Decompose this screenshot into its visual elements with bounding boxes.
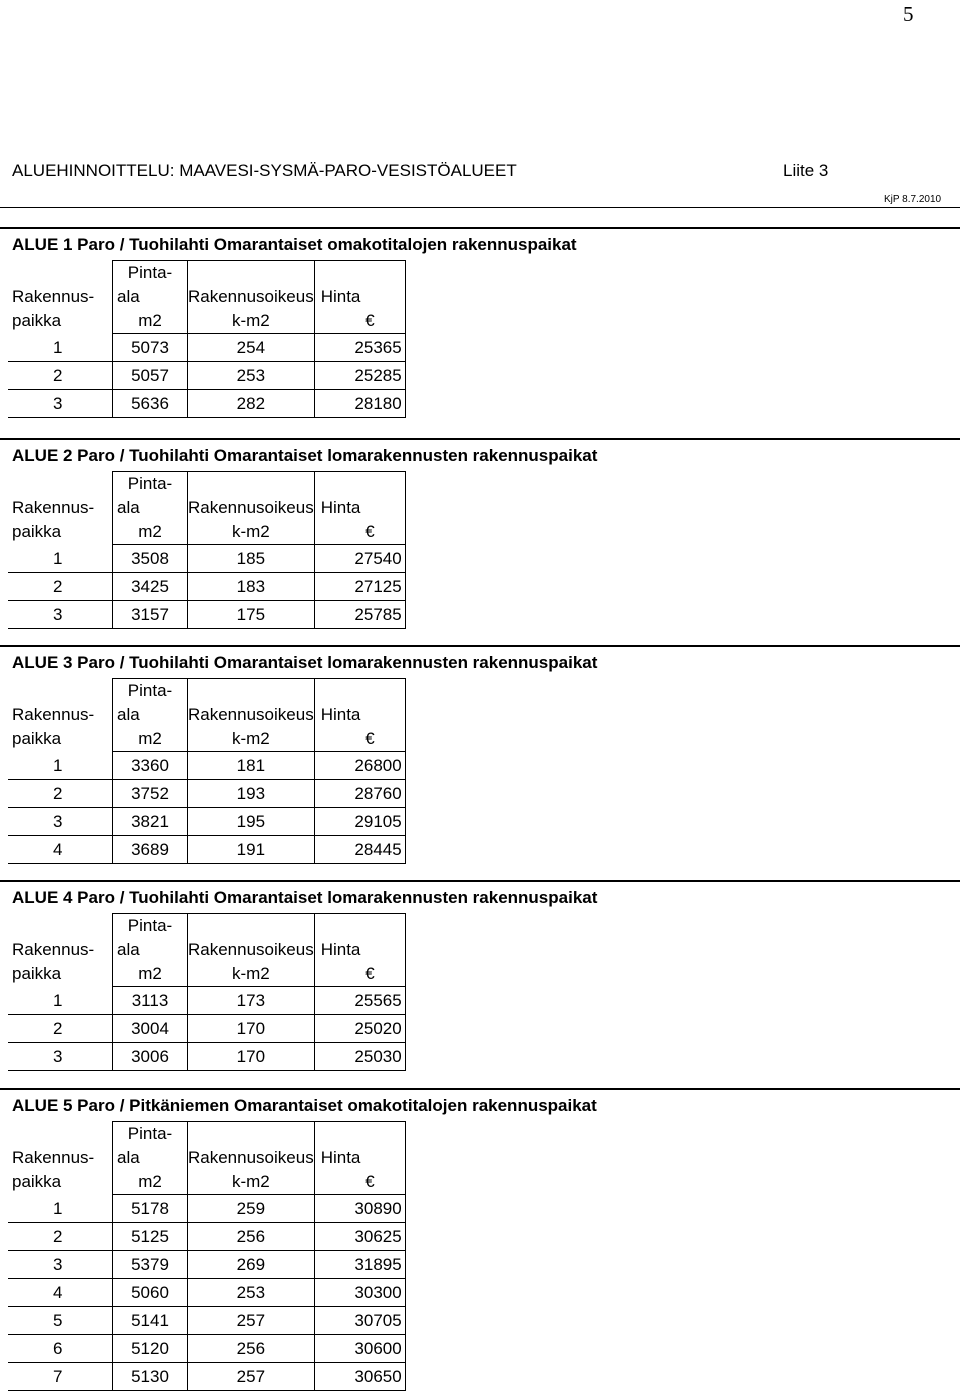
table-cell: 25785 (314, 601, 405, 629)
table-cell: 175 (188, 601, 315, 629)
header-row (8, 727, 405, 752)
header-cell (314, 472, 405, 497)
table-cell: 257 (188, 1307, 315, 1335)
table-cell: 170 (188, 1015, 315, 1043)
table-row (8, 362, 405, 390)
table-cell: 30625 (314, 1223, 405, 1251)
header-cell (188, 261, 315, 286)
table-row (8, 545, 405, 573)
header-row (8, 1170, 405, 1195)
table-cell: 269 (188, 1251, 315, 1279)
header-cell: m2 (113, 520, 188, 545)
header-cell (314, 1122, 405, 1147)
table-row (8, 1043, 405, 1071)
table-cell: 30890 (314, 1195, 405, 1223)
table-cell: 3 (8, 1043, 113, 1071)
table-cell: 254 (188, 334, 315, 362)
table-cell: 30650 (314, 1363, 405, 1391)
header-cell: Rakennus- (12, 1148, 95, 1167)
table-cell: 2 (8, 362, 113, 390)
header-cell: k-m2 (188, 520, 315, 545)
table-cell: 257 (188, 1363, 315, 1391)
header-cell: k-m2 (188, 309, 315, 334)
header-row (8, 496, 405, 520)
table-row (8, 836, 405, 864)
header-cell: Rakennusoikeus (188, 703, 315, 727)
header-row (8, 1146, 405, 1170)
header-cell: ala (113, 496, 188, 520)
table-row (8, 1015, 405, 1043)
header-cell: Rakennus- (12, 705, 95, 724)
table-cell: 4 (8, 836, 113, 864)
table-cell: 5178 (113, 1195, 188, 1223)
header-cell: m2 (113, 309, 188, 334)
header-cell (188, 472, 315, 497)
section-rule (0, 645, 960, 647)
table-row (8, 573, 405, 601)
header-cell: ala (113, 938, 188, 962)
header-cell: Pinta- (113, 679, 188, 704)
table-row (8, 1363, 405, 1391)
section-rule (0, 880, 960, 882)
table-row (8, 1279, 405, 1307)
header-cell: Pinta- (113, 472, 188, 497)
section-rule (0, 227, 960, 229)
table-cell: 30300 (314, 1279, 405, 1307)
header-cell (314, 261, 405, 286)
header-cell (314, 914, 405, 939)
header-cell: k-m2 (188, 962, 315, 987)
header-cell: € (314, 520, 405, 545)
table-cell: 256 (188, 1223, 315, 1251)
table-cell: 25565 (314, 987, 405, 1015)
price-table (8, 678, 406, 864)
table-cell: 5073 (113, 334, 188, 362)
header-cell: € (314, 1170, 405, 1195)
table-cell: 29105 (314, 808, 405, 836)
header-row (8, 1122, 405, 1147)
table-cell: 2 (8, 1223, 113, 1251)
table-cell: 1 (8, 752, 113, 780)
table-cell: 2 (8, 1015, 113, 1043)
table-cell: 3157 (113, 601, 188, 629)
header-cell: Hinta (314, 496, 405, 520)
header-cell: paikka (12, 522, 62, 542)
appendix-label: Liite 3 (783, 161, 829, 180)
header-cell: ala (113, 703, 188, 727)
header-row (8, 938, 405, 962)
header-cell: k-m2 (188, 1170, 315, 1195)
table-row (8, 1195, 405, 1223)
table-cell: 1 (8, 334, 113, 362)
table-cell: 5057 (113, 362, 188, 390)
table-cell: 30600 (314, 1335, 405, 1363)
header-row (8, 520, 405, 545)
table-cell: 282 (188, 390, 315, 418)
table-cell: 173 (188, 987, 315, 1015)
table-row (8, 1223, 405, 1251)
header-cell: m2 (113, 962, 188, 987)
table-cell: 3006 (113, 1043, 188, 1071)
table-cell: 3508 (113, 545, 188, 573)
header-cell (8, 261, 113, 286)
section-title: ALUE 1 Paro / Tuohilahti Omarantaiset omakotitalojen rakennuspaikat (12, 235, 577, 254)
price-table (8, 260, 406, 418)
table-cell: 28180 (314, 390, 405, 418)
header-cell: Rakennus- (12, 287, 95, 306)
table-cell: 25030 (314, 1043, 405, 1071)
header-cell (188, 679, 315, 704)
header-cell: paikka (12, 311, 62, 331)
header-row (8, 703, 405, 727)
header-row (8, 309, 405, 334)
table-cell: 253 (188, 362, 315, 390)
header-cell: Pinta- (113, 261, 188, 286)
table-cell: 5130 (113, 1363, 188, 1391)
header-cell (188, 1122, 315, 1147)
table-cell: 170 (188, 1043, 315, 1071)
price-table (8, 913, 406, 1071)
table-row (8, 987, 405, 1015)
header-row (8, 472, 405, 497)
header-cell: Hinta (314, 938, 405, 962)
table-row (8, 808, 405, 836)
table-cell: 3 (8, 1251, 113, 1279)
table-cell: 2 (8, 573, 113, 601)
table-cell: 3752 (113, 780, 188, 808)
section-rule (0, 1088, 960, 1090)
table-cell: 7 (8, 1363, 113, 1391)
header-cell: Rakennusoikeus (188, 285, 315, 309)
header-cell (8, 914, 113, 939)
table-cell: 25285 (314, 362, 405, 390)
table-cell: 183 (188, 573, 315, 601)
header-cell: ala (113, 1146, 188, 1170)
section-title: ALUE 2 Paro / Tuohilahti Omarantaiset lomarakennusten rakennuspaikat (12, 446, 598, 465)
table-cell: 3 (8, 808, 113, 836)
table-cell: 259 (188, 1195, 315, 1223)
table-row (8, 780, 405, 808)
price-table (8, 471, 406, 629)
table-cell: 3821 (113, 808, 188, 836)
section-title: ALUE 3 Paro / Tuohilahti Omarantaiset lomarakennusten rakennuspaikat (12, 653, 598, 672)
header-divider (0, 207, 960, 208)
table-row (8, 752, 405, 780)
table-cell: 3689 (113, 836, 188, 864)
table-cell: 193 (188, 780, 315, 808)
table-cell: 5060 (113, 1279, 188, 1307)
page-number: 5 (903, 2, 914, 26)
header-cell: paikka (12, 729, 62, 749)
header-cell: Rakennusoikeus (188, 1146, 315, 1170)
header-cell: ala (113, 285, 188, 309)
header-cell: paikka (12, 964, 62, 984)
header-cell: Hinta (314, 703, 405, 727)
table-cell: 253 (188, 1279, 315, 1307)
table-cell: 3425 (113, 573, 188, 601)
header-cell: € (314, 727, 405, 752)
header-cell (314, 679, 405, 704)
table-row (8, 601, 405, 629)
table-cell: 256 (188, 1335, 315, 1363)
table-cell: 1 (8, 1195, 113, 1223)
section-title: ALUE 5 Paro / Pitkäniemen Omarantaiset omakotitalojen rakennuspaikat (12, 1096, 597, 1115)
table-cell: 4 (8, 1279, 113, 1307)
table-row (8, 1307, 405, 1335)
table-cell: 26800 (314, 752, 405, 780)
table-cell: 1 (8, 545, 113, 573)
table-cell: 5636 (113, 390, 188, 418)
table-cell: 30705 (314, 1307, 405, 1335)
header-row (8, 962, 405, 987)
header-cell: k-m2 (188, 727, 315, 752)
table-row (8, 334, 405, 362)
header-cell (188, 914, 315, 939)
table-cell: 3 (8, 601, 113, 629)
header-row (8, 261, 405, 286)
table-cell: 195 (188, 808, 315, 836)
table-cell: 5120 (113, 1335, 188, 1363)
table-cell: 191 (188, 836, 315, 864)
header-cell: Pinta- (113, 1122, 188, 1147)
header-row (8, 914, 405, 939)
table-cell: 1 (8, 987, 113, 1015)
header-cell: Rakennusoikeus (188, 496, 315, 520)
table-cell: 5141 (113, 1307, 188, 1335)
date-note: KjP 8.7.2010 (884, 194, 942, 205)
section-title: ALUE 4 Paro / Tuohilahti Omarantaiset lomarakennusten rakennuspaikat (12, 888, 598, 907)
header-cell: Rakennus- (12, 940, 95, 959)
header-cell: Hinta (314, 285, 405, 309)
header-cell: m2 (113, 1170, 188, 1195)
table-cell: 31895 (314, 1251, 405, 1279)
table-row (8, 1251, 405, 1279)
header-cell: Rakennus- (12, 498, 95, 517)
table-cell: 5379 (113, 1251, 188, 1279)
table-cell: 6 (8, 1335, 113, 1363)
header-cell: € (314, 309, 405, 334)
header-cell: m2 (113, 727, 188, 752)
table-cell: 2 (8, 780, 113, 808)
header-cell (8, 1122, 113, 1147)
table-cell: 5 (8, 1307, 113, 1335)
header-cell (8, 679, 113, 704)
table-cell: 27540 (314, 545, 405, 573)
header-cell: Rakennusoikeus (188, 938, 315, 962)
table-cell: 3004 (113, 1015, 188, 1043)
header-cell (8, 472, 113, 497)
table-cell: 3113 (113, 987, 188, 1015)
table-cell: 27125 (314, 573, 405, 601)
header-cell: Hinta (314, 1146, 405, 1170)
table-cell: 3360 (113, 752, 188, 780)
table-cell: 28760 (314, 780, 405, 808)
header-row (8, 679, 405, 704)
section-rule (0, 438, 960, 440)
header-row (8, 285, 405, 309)
table-cell: 25365 (314, 334, 405, 362)
document-title: ALUEHINNOITTELU: MAAVESI-SYSMÄ-PARO-VESISTÖALUEET (12, 161, 517, 180)
table-cell: 3 (8, 390, 113, 418)
price-table (8, 1121, 406, 1391)
table-cell: 185 (188, 545, 315, 573)
table-cell: 25020 (314, 1015, 405, 1043)
header-cell: € (314, 962, 405, 987)
table-cell: 5125 (113, 1223, 188, 1251)
table-row (8, 390, 405, 418)
header-cell: paikka (12, 1172, 62, 1192)
header-cell: Pinta- (113, 914, 188, 939)
table-cell: 181 (188, 752, 315, 780)
table-row (8, 1335, 405, 1363)
table-cell: 28445 (314, 836, 405, 864)
